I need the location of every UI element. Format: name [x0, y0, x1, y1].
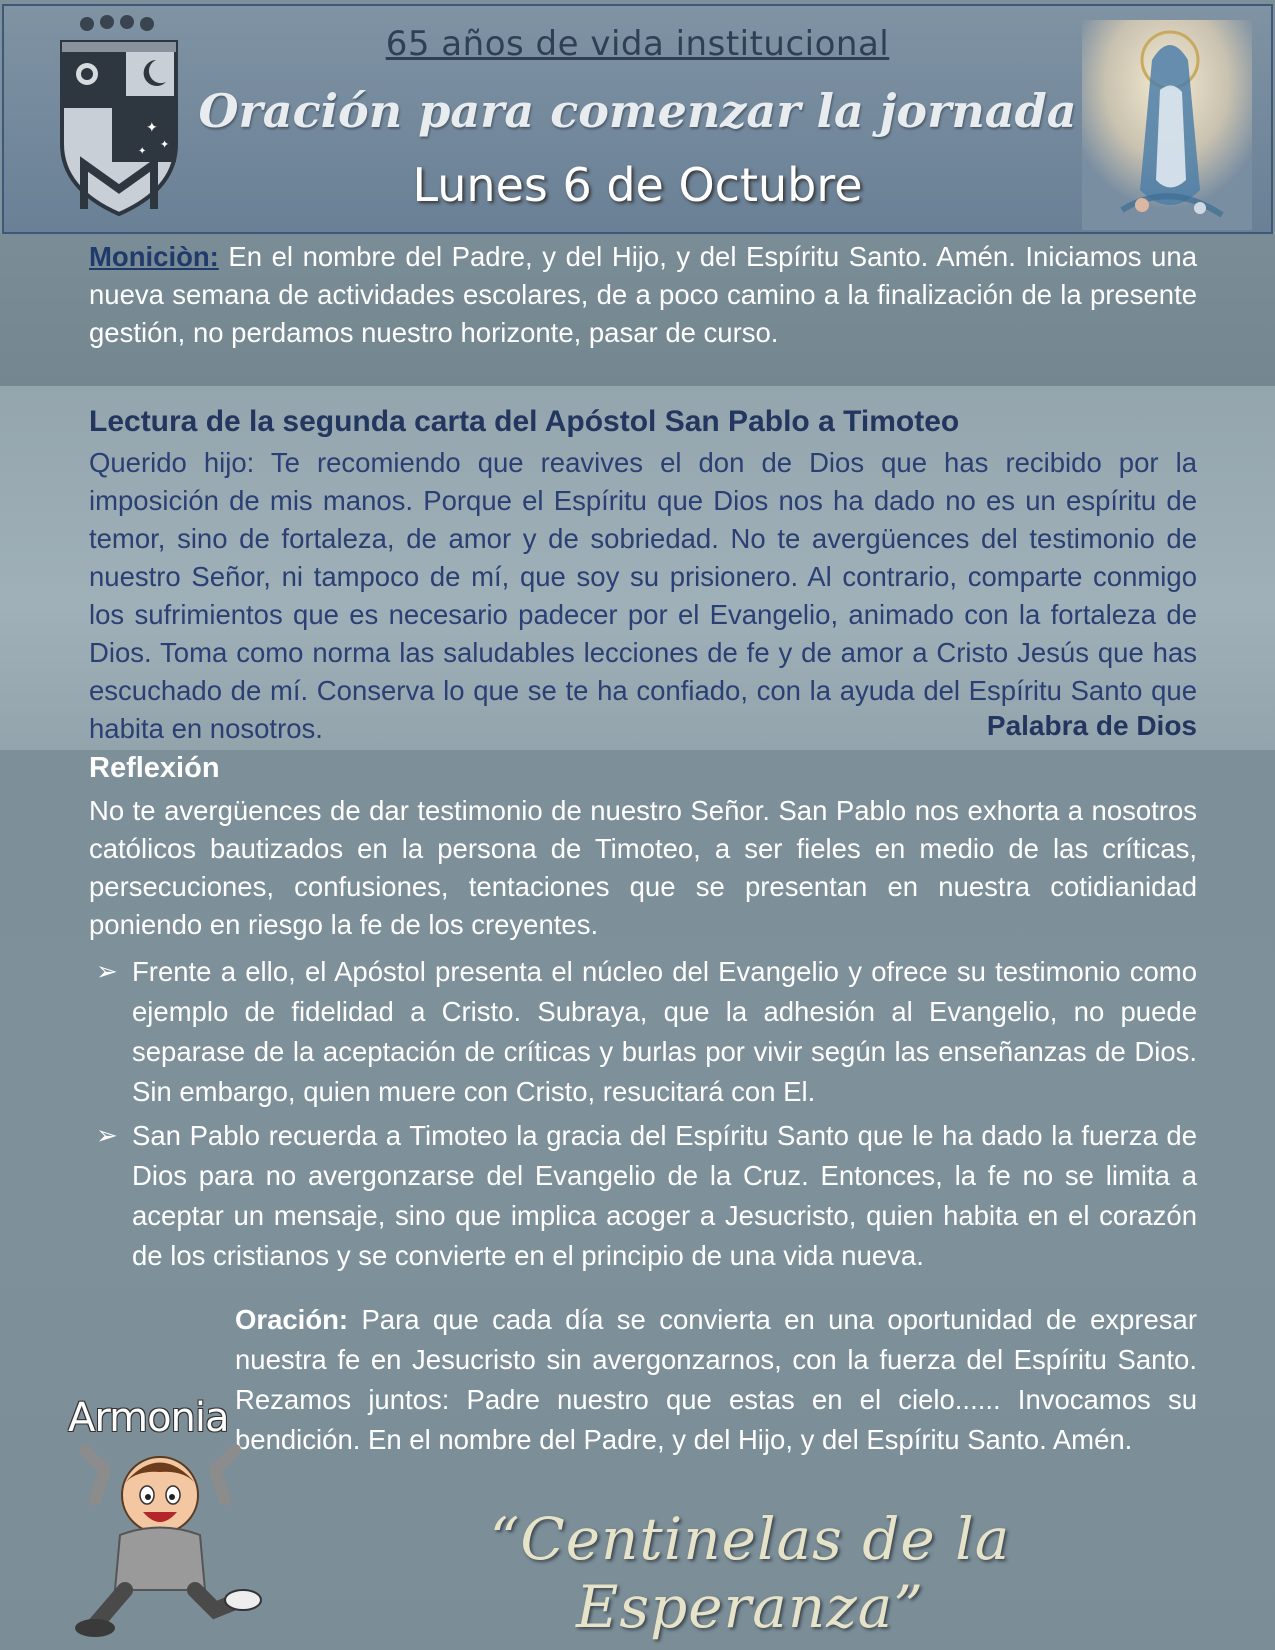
mascot-boy-image: [65, 1440, 265, 1640]
reflexion-title: Reflexión: [89, 752, 220, 784]
lectura-text: Querido hijo: Te recomiendo que reavives el don de Dios que has recibido por la imposición de mis manos. Porque el Espíritu que Dios nos ha dado no es un espíritu de temor, sino de fortaleza, de amor y de sobriedad. No te avergüences del testimonio de nuestro Señor, ni tampoco de mí, que soy su prisionero. Al contrario, comparte conmigo los sufrimientos que es necesario padecer por el Evangelio, animado con la fortaleza de Dios. Toma como norma las saludables lecciones de fe y de amor a Cristo Jesús que has escuchado de mí. Conserva lo que se te ha confiado, con la ayuda del Espíritu Santo que habita en nosotros.: [89, 447, 1197, 744]
svg-text:✦: ✦: [138, 146, 147, 157]
virgin-mary-image: [1082, 20, 1252, 230]
oracion-label: Oración:: [235, 1304, 349, 1335]
arrow-bullet-icon: ➢: [96, 1120, 118, 1150]
monicion-label: Moniciòn:: [89, 241, 219, 272]
monicion-text: En el nombre del Padre, y del Hijo, y del Espíritu Santo. Amén. Iniciamos una nueva semana de actividades escolares, de a poco camino a la finalización de la presente gestión, no perdamos nuestro horizonte, pasar de curso.: [89, 241, 1197, 348]
bullet-text: San Pablo recuerda a Timoteo la gracia del Espíritu Santo que le ha dado la fuerza de Dios para no avergonzarse del Evangelio de la Cruz. Entonces, la fe no se limita a aceptar un mensaje, sino que implica acoger a Jesucristo, quien habita en el corazón de los cristianos y se convierte en el principio de una vida nueva.: [132, 1120, 1197, 1271]
oracion-text: Para que cada día se convierta en una oportunidad de expresar nuestra fe en Jesucristo sin avergonzarnos, con la fuerza del Espíritu Santo. Rezamos juntos: Padre nuestro que estas en el cielo...... Invocamos su bendición. En el nombre del Padre, y del Hijo, y del Espíritu Santo. Amén.: [235, 1304, 1197, 1455]
header-title: Oración para comenzar la jornada: [198, 84, 1077, 138]
bullet-text: Frente a ello, el Apóstol presenta el núcleo del Evangelio y ofrece su testimonio como ejemplo de fidelidad a Cristo. Subraya, que la adhesión al Evangelio, no puede separase de la aceptación de críticas y burlas por vivir según las enseñanzas de Dios. Sin embargo, quien muere con Cristo, resucitará con El.: [132, 956, 1197, 1107]
reflexion-text: No te avergüences de dar testimonio de nuestro Señor. San Pablo nos exhorta a nosotros católicos bautizados en la persona de Timoteo, a ser fieles en medio de las críticas, persecuciones, confusiones, tentaciones que se presentan en nuestra cotidianidad poniendo en riesgo la fe de los creyentes.: [89, 795, 1197, 940]
header-date: Lunes 6 de Octubre: [412, 158, 863, 212]
lectura-title: Lectura de la segunda carta del Apóstol San Pablo a Timoteo: [89, 405, 960, 438]
footer-motto: “Centinelas de la Esperanza”: [489, 1505, 1011, 1641]
header-subtitle: 65 años de vida institucional: [385, 24, 890, 64]
svg-text:✦: ✦: [160, 138, 170, 151]
school-crest-icon: [54, 14, 184, 219]
arrow-bullet-icon: ➢: [96, 956, 118, 986]
svg-text:✦: ✦: [146, 120, 158, 136]
oracion-paragraph: [235, 1300, 1197, 1460]
mascot-label: Armonia: [68, 1395, 229, 1441]
monicion-paragraph: [89, 238, 1197, 352]
lectura-closing: Palabra de Dios: [986, 710, 1197, 741]
